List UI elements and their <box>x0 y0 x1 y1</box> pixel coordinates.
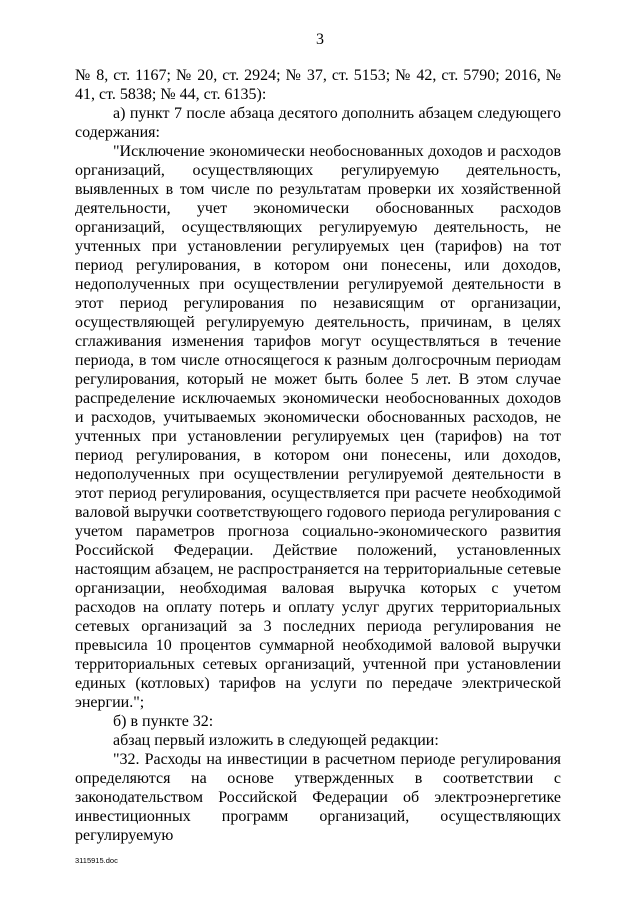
paragraph-quoted-amendment: "Исключение экономически необоснованных доходов и расходов организаций, осуществляющих регулируемую деятельность, выявленных в том числе по результатам проверки их хозяйственной деятельности, учет экономически обоснованных расходов организаций, осуществляющих регулируемую деятельность, не учтенных при установлении регулируемых цен (тарифов) на тот период регулирования, в котором они понесены, или доходов, недополученных при осуществлении регулируемой деятельности в этот период регулирования по независящим от организации, осуществляющей регулируемую деятельность, причинам, в целях сглаживания изменения тарифов могут осуществляться в течение периода, в том числе относящегося к разным долгосрочным периодам регулирования, который не может быть более 5 лет. В этом случае распределение исключаемых экономически необоснованных доходов и расходов, учитываемых экономически обоснованных расходов, не учтенных при установлении регулируемых цен (тарифов) на тот период регулирования, в котором они понесены, или доходов, недополученных при осуществлении регулируемой деятельности в этот период регулирования, осуществляется при расчете необходимой валовой выручки соответствующего годового периода регулирования с учетом параметров прогноза социально-экономического развития Российской Федерации. Действие положений, установленных настоящим абзацем, не распространяется на территориальные сетевые организации, необходимая валовая выручка которых с учетом расходов на оплату потерь и оплату услуг других территориальных сетевых организаций за 3 последних периода регулирования не превысила 10 процентов суммарной необходимой валовой выручки территориальных сетевых организаций, учтенной при установлении единых (котловых) тарифов на услуги по передаче электрической энергии."; <box>75 143 561 711</box>
file-name-footer: 3115915.doc <box>75 856 118 865</box>
paragraph-point-32: "32. Расходы на инвестиции в расчетном периоде регулирования определяются на основе утвержденных в соответствии с законодательством Российской Федерации об электроэнергетике инвестиционных программ организаций, осуществляющих регулируемую <box>75 751 561 844</box>
paragraph-item-b: б) в пункте 32: <box>113 713 214 730</box>
paragraph-citation-continuation: № 8, ст. 1167; № 20, ст. 2924; № 37, ст. 5153; № 42, ст. 5790; 2016, № 41, ст. 5838; № 44, ст. 6135): <box>75 67 561 103</box>
paragraph-item-a: а) пункт 7 после абзаца десятого дополнить абзацем следующего содержания: <box>75 105 561 141</box>
document-body <box>75 66 561 845</box>
page-number: 3 <box>316 31 324 48</box>
paragraph-first-abzac-instruction: абзац первый изложить в следующей редакции: <box>113 732 439 749</box>
